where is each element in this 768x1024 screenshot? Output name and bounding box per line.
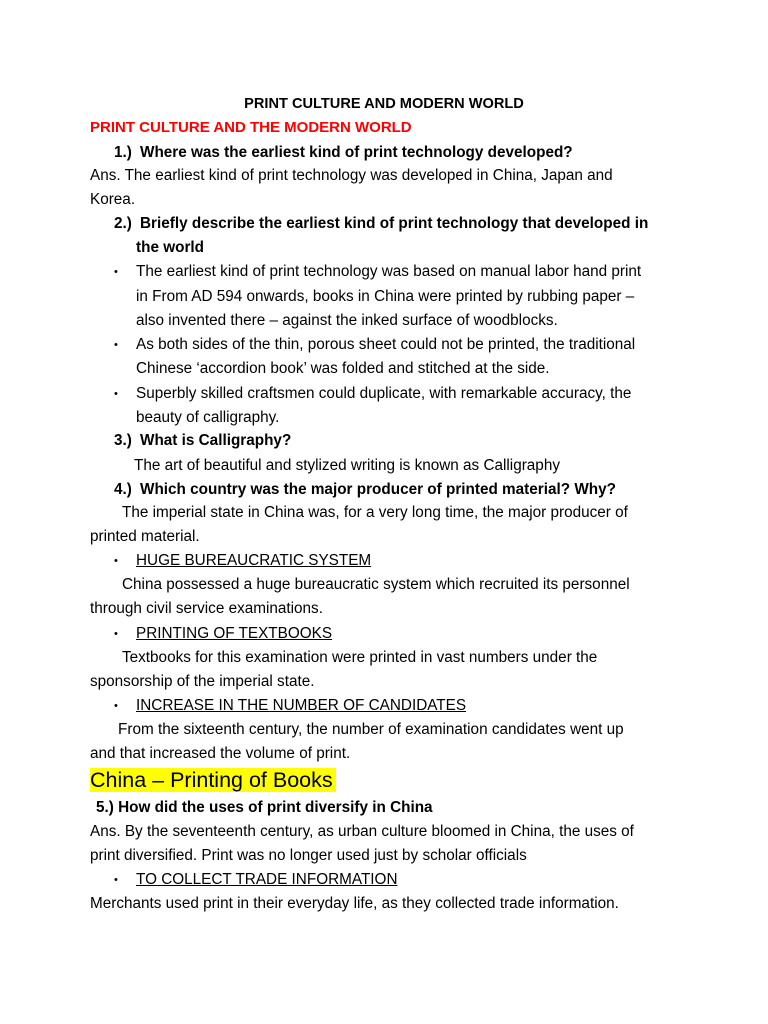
question-3-text: What is Calligraphy? bbox=[140, 432, 292, 449]
q5-point-1-line-1: Merchants used print in their everyday life, as they collected trade information. bbox=[90, 895, 619, 912]
q2-bullet-1-line-3: also invented there – against the inked surface of woodblocks. bbox=[136, 312, 558, 329]
question-3-number: 3.) bbox=[114, 432, 132, 449]
bullet-icon: • bbox=[114, 266, 118, 278]
answer-5-line-1: Ans. By the seventeenth century, as urban culture bloomed in China, the uses of bbox=[90, 823, 634, 840]
q4-point-2-heading: PRINTING OF TEXTBOOKS bbox=[136, 625, 333, 642]
q2-bullet-3-line-1: Superbly skilled craftsmen could duplicate, with remarkable accuracy, the bbox=[136, 385, 632, 402]
document-title: PRINT CULTURE AND MODERN WORLD bbox=[244, 96, 524, 112]
q2-bullet-3-line-2: beauty of calligraphy. bbox=[136, 409, 280, 426]
answer-1-line-1: Ans. The earliest kind of print technology was developed in China, Japan and bbox=[90, 167, 613, 184]
bullet-icon: • bbox=[114, 874, 118, 886]
question-2-text-line-1: Briefly describe the earliest kind of print technology that developed in bbox=[140, 215, 649, 232]
bullet-icon: • bbox=[114, 388, 118, 400]
q2-bullet-1-line-2: in From AD 594 onwards, books in China were printed by rubbing paper – bbox=[136, 288, 635, 305]
document-subtitle: PRINT CULTURE AND THE MODERN WORLD bbox=[90, 119, 412, 136]
q4-point-1-line-2: through civil service examinations. bbox=[90, 600, 323, 617]
answer-3: The art of beautiful and stylized writing is known as Calligraphy bbox=[134, 457, 560, 474]
bullet-icon: • bbox=[114, 339, 118, 351]
question-2-text-line-2: the world bbox=[136, 239, 204, 256]
q4-point-3-line-1: From the sixteenth century, the number of examination candidates went up bbox=[118, 721, 624, 738]
question-1-number: 1.) bbox=[114, 144, 132, 161]
q4-point-2-line-1: Textbooks for this examination were printed in vast numbers under the bbox=[122, 649, 598, 666]
q5-point-1-heading: TO COLLECT TRADE INFORMATION bbox=[136, 871, 398, 888]
question-1-text: Where was the earliest kind of print technology developed? bbox=[140, 144, 573, 161]
q4-point-1-heading: HUGE BUREAUCRATIC SYSTEM bbox=[136, 552, 372, 569]
q4-point-3-line-2: and that increased the volume of print. bbox=[90, 745, 351, 762]
q4-point-2-line-2: sponsorship of the imperial state. bbox=[90, 673, 315, 690]
question-4-text: Which country was the major producer of printed material? Why? bbox=[140, 481, 616, 498]
section-heading bbox=[90, 766, 336, 794]
bullet-icon: • bbox=[114, 628, 118, 640]
question-2-number: 2.) bbox=[114, 215, 132, 232]
q4-point-3-heading: INCREASE IN THE NUMBER OF CANDIDATES bbox=[136, 697, 467, 714]
question-4-number: 4.) bbox=[114, 481, 132, 498]
answer-1-line-2: Korea. bbox=[90, 191, 136, 208]
question-5-text: 5.) How did the uses of print diversify in China bbox=[96, 799, 433, 816]
section-heading-text: China – Printing of Books bbox=[90, 768, 336, 792]
bullet-icon: • bbox=[114, 700, 118, 712]
q2-bullet-1-line-1: The earliest kind of print technology was based on manual labor hand print bbox=[136, 263, 642, 280]
answer-4-line-2: printed material. bbox=[90, 528, 200, 545]
q2-bullet-2-line-1: As both sides of the thin, porous sheet could not be printed, the traditional bbox=[136, 336, 636, 353]
q2-bullet-2-line-2: Chinese ‘accordion book’ was folded and stitched at the side. bbox=[136, 360, 550, 377]
answer-4-line-1: The imperial state in China was, for a very long time, the major producer of bbox=[122, 504, 628, 521]
q4-point-1-line-1: China possessed a huge bureaucratic system which recruited its personnel bbox=[122, 576, 630, 593]
answer-5-line-2: print diversified. Print was no longer used just by scholar officials bbox=[90, 847, 527, 864]
bullet-icon: • bbox=[114, 555, 118, 567]
